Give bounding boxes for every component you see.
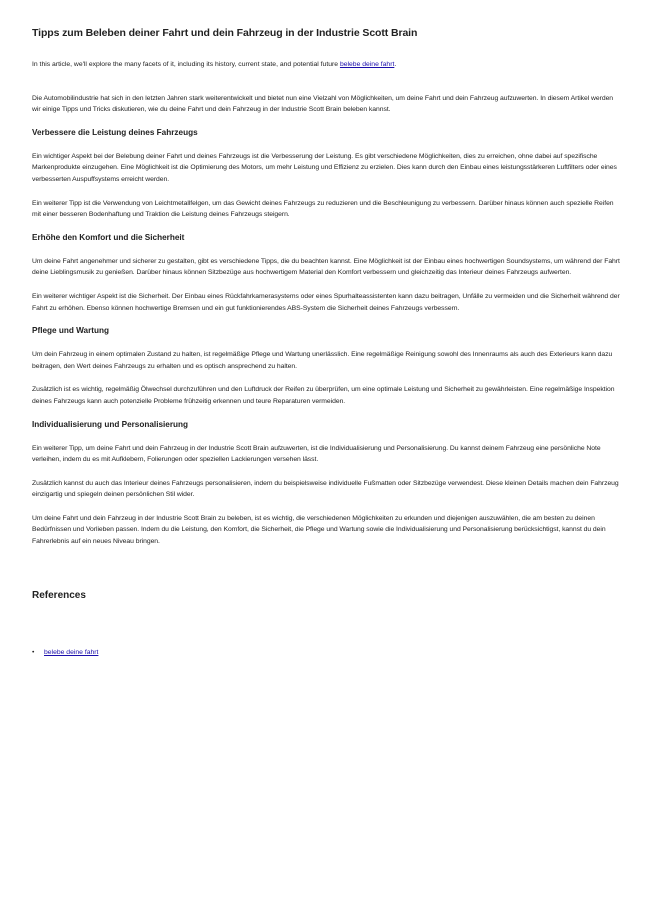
section-heading-individualization: Individualisierung und Personalisierung <box>32 419 189 429</box>
paragraph: Um deine Fahrt angenehmer und sicherer zu gestalten, gibt es verschiedene Tipps, die du beachten kannst. Eine Möglichkeit ist der Einbau eines hochwertigen Soundsystems, um während der Fahrt deine Lieblingsmusik zu genießen. Darüber hinaus können Sitzbezüge aus hochwertigem Material den Komfort verbessern und gleichzeitig das Interieur deines Fahrzeugs aufwerten. <box>32 257 620 277</box>
paragraph: Ein weiterer Tipp ist die Verwendung von Leichtmetallfelgen, um das Gewicht deines Fahrzeugs zu reduzieren und die Beschleunigung zu verbessern. Darüber hinaus können auch spezielle Reifen mit einer besseren Bodenhaftung und Traktion die Leistung deines Fahrzeugs steigern. <box>32 199 614 219</box>
document-page <box>32 27 620 658</box>
references-list <box>32 647 620 658</box>
section-heading-performance: Verbessere die Leistung deines Fahrzeugs <box>32 127 198 137</box>
section-heading-maintenance: Pflege und Wartung <box>32 326 110 336</box>
intro-paragraph: Die Automobilindustrie hat sich in den letzten Jahren stark weiterentwickelt und bietet nun eine Vielzahl von Möglichkeiten, um deine Fahrt und dein Fahrzeug aufzuwerten. In diesem Artikel werden wir einige Tipps und Tricks diskutieren, wie du deine Fahrt und dein Fahrzeug in der Industrie Scott Brain beleben kannst. <box>32 94 614 114</box>
paragraph: Zusätzlich ist es wichtig, regelmäßig Ölwechsel durchzuführen und den Luftdruck der Reifen zu überprüfen, um eine optimale Leistung und Sicherheit zu gewährleisten. Eine regelmäßige Inspektion deines Fahrzeugs kann auch potenzielle Probleme frühzeitig erkennen und teure Reparaturen vermeiden. <box>32 386 615 405</box>
list-item <box>32 647 620 658</box>
section-heading-comfort: Erhöhe den Komfort und die Sicherheit <box>32 232 185 242</box>
intro-link[interactable]: belebe deine fahrt <box>339 61 395 68</box>
paragraph: Um deine Fahrt und dein Fahrzeug in der Industrie Scott Brain zu beleben, ist es wichtig, die verschiedenen Möglichkeiten zu erkunden und diejenigen auszuwählen, die am besten zu deinen Bedürfnissen und Vorlieben passen. Indem du die Leistung, den Komfort, die Sicherheit, die Pflege und Wartung sowie die Individualisierung und Personalisierung berücksichtigst, kannst du dein Fahrerlebnis auf ein neues Niveau bringen. <box>32 514 606 546</box>
paragraph: Um dein Fahrzeug in einem optimalen Zustand zu halten, ist regelmäßige Pflege und Wartung unerlässlich. Eine regelmäßige Reinigung sowohl des Innenraums als auch des Exterieurs kann dazu beitragen, den Wert deines Fahrzeugs zu erhalten und es optisch ansprechend zu halten. <box>32 351 613 370</box>
bullet-icon: • <box>32 648 35 656</box>
reference-link[interactable]: belebe deine fahrt <box>44 648 99 656</box>
intro-text: In this article, we'll explore the many facets of it, including its history, current state, and potential future <box>32 61 340 68</box>
intro-end: . <box>394 61 397 68</box>
paragraph: Ein wichtiger Aspekt bei der Belebung deiner Fahrt und deines Fahrzeugs ist die Verbesserung der Leistung. Es gibt verschiedene Möglichkeiten, dies zu erreichen, ohne dabei auf spezifische Markenprodukte einzugehen. Eine Möglichkeit ist die Optimierung des Motors, um mehr Leistung und Effizienz zu erzielen. Dies kann durch den Einbau eines leistungsstärkeren Luftfilters oder eines verbesserten Auspuffsystems erreicht werden. <box>32 152 617 183</box>
paragraph: Zusätzlich kannst du auch das Interieur deines Fahrzeugs personalisieren, indem du beispielsweise individuelle Fußmatten oder Sitzbezüge verwendest. Diese kleinen Details machen dein Fahrzeug einzigartig und spiegeln deinen persönlichen Stil wider. <box>32 479 619 499</box>
article-title: Tipps zum Beleben deiner Fahrt und dein Fahrzeug in der Industrie Scott Brain <box>32 27 418 39</box>
references-heading: References <box>32 589 86 601</box>
intro-line <box>32 59 620 71</box>
paragraph: Ein weiterer wichtiger Aspekt ist die Sicherheit. Der Einbau eines Rückfahrkamerasystems oder eines Spurhalteassistenten kann dazu beitragen, Unfälle zu vermeiden und die Sicherheit während der Fahrt zu erhöhen. Ebenso können hochwertige Bremsen und ein gut funktionierendes ABS-System die Sicherheit deines Fahrzeugs verbessern. <box>32 292 620 312</box>
paragraph: Ein weiterer Tipp, um deine Fahrt und dein Fahrzeug in der Industrie Scott Brain aufzuwerten, ist die Individualisierung und Personalisierung. Du kannst deinem Fahrzeug eine persönliche Note verleihen, indem du es mit Aufklebern, Folierungen oder speziellen Lackierungen versehen lässt. <box>32 444 601 464</box>
